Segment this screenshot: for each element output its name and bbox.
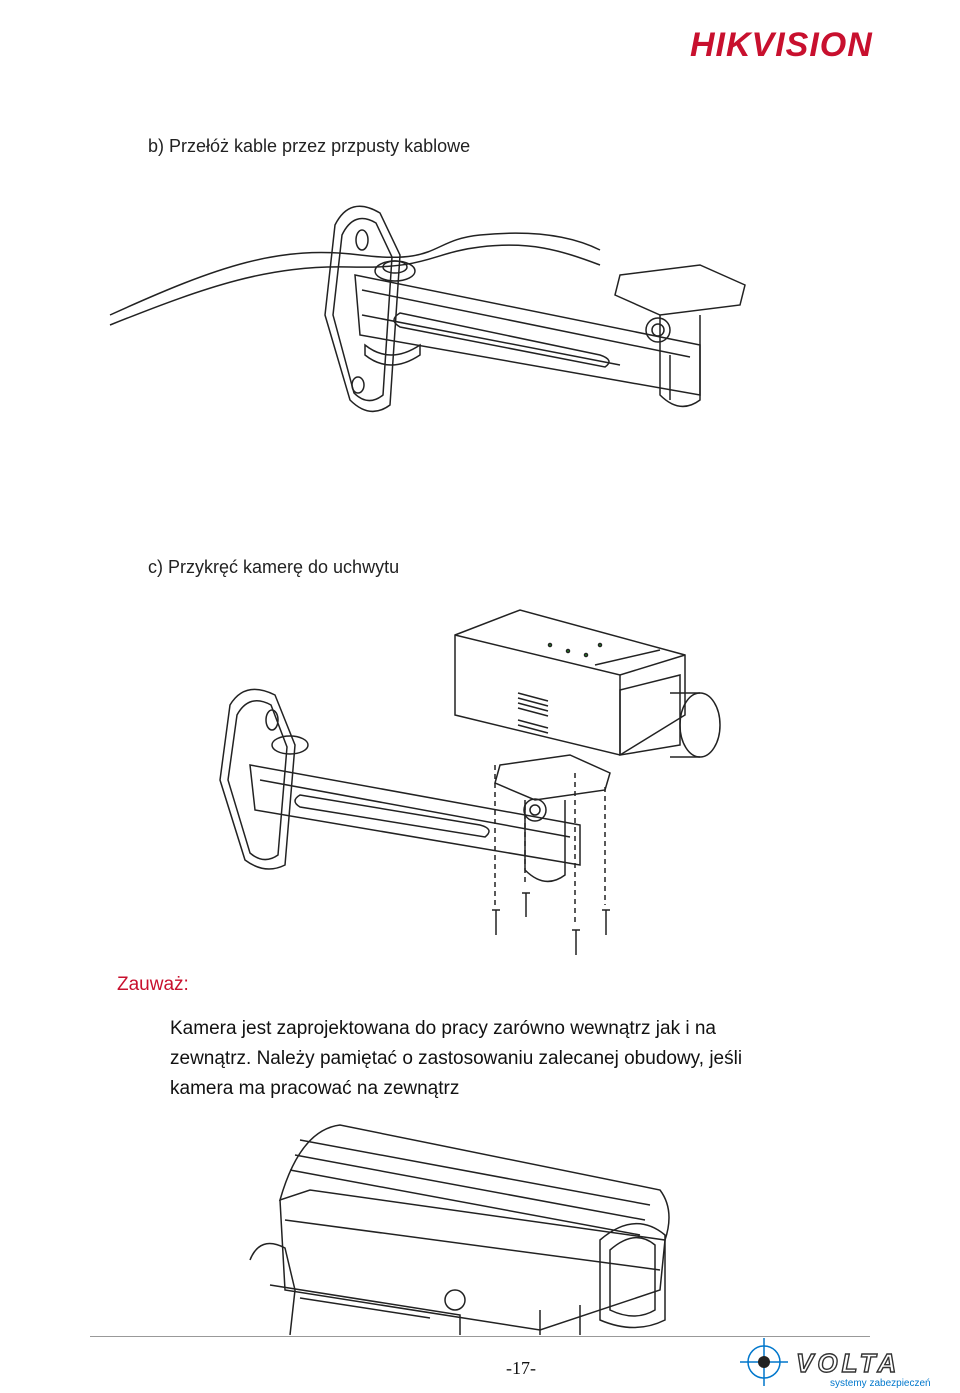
note-line: Kamera jest zaprojektowana do pracy zarówno wewnątrz jak i na [170,1018,716,1039]
note-line: kamera ma pracować na zewnątrz [170,1078,460,1099]
volta-logo-text: VOLTA [796,1348,901,1378]
bracket-cable-figure [100,195,760,425]
hikvision-logo: HIKVISION [690,26,873,64]
note-title: Zauważ: [117,974,189,995]
volta-tagline: systemy zabezpieczeń [830,1378,931,1389]
outdoor-housing-figure [240,1120,680,1335]
step-c-text: c) Przykręć kamerę do uchwytu [148,557,400,577]
step-b-text: b) Przełóż kable przez przpusty kablowe [148,136,471,156]
camera-mount-figure [200,605,760,965]
volta-crosshair-icon [740,1332,796,1388]
note-line: zewnątrz. Należy pamiętać o zastosowaniu zalecanej obudowy, jeśli [170,1048,743,1069]
note-body [170,1014,850,1104]
page-number: -17- [506,1358,536,1378]
